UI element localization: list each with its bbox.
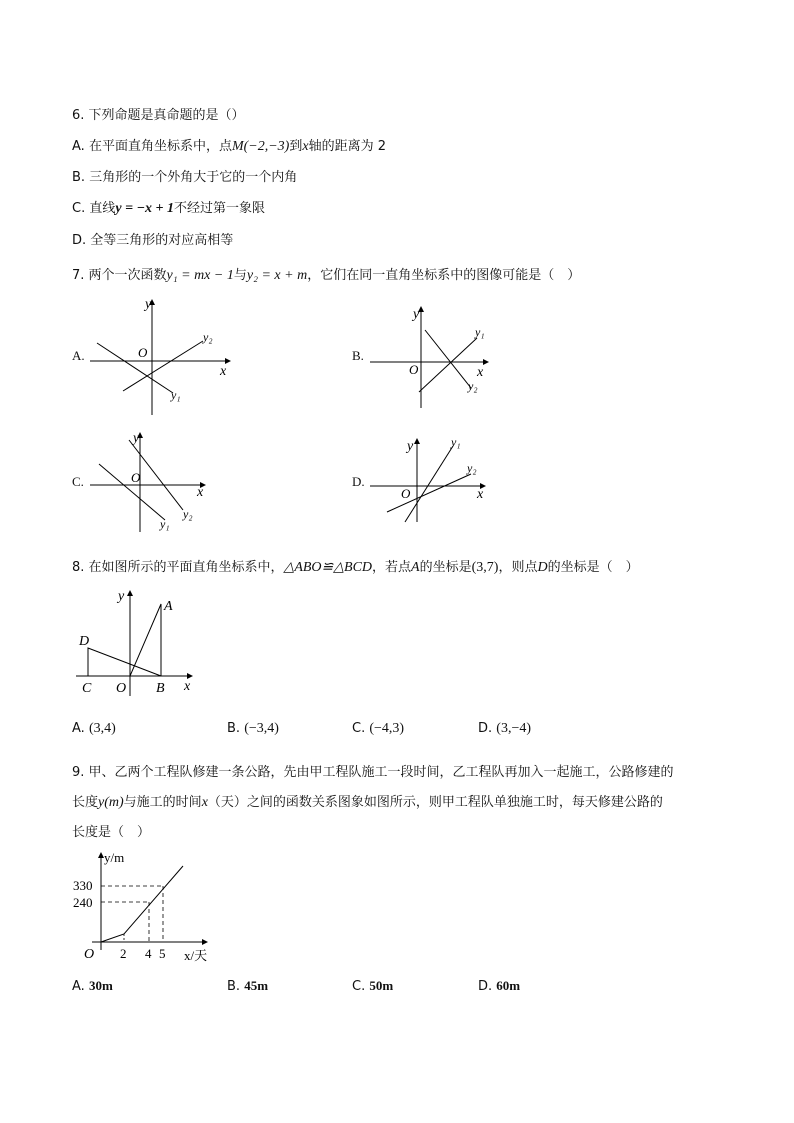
option-value: 60m [496,978,521,993]
line-y2 [425,330,471,388]
line-y2 [387,474,471,512]
line-y2-label: y₂ [183,507,193,521]
option-value: (−4,3) [369,721,405,736]
option-text: 三角形的一个外角大于它的一个内角 [89,170,298,185]
point-a-label: A [164,599,173,614]
line-y2-label: y₂ [203,330,213,344]
q7-option-b-label[interactable]: B. [352,348,364,363]
option-value: (−3,4) [244,721,279,736]
stem-text: （天）之间的函数关系图象如图所示，则甲工程队单独施工时，每天修建公路的 [207,795,663,810]
x-label: x [220,364,227,379]
line-y1-label: y₁ [475,325,485,339]
y-label: y [133,431,140,446]
xtick-2: 2 [120,946,127,961]
q8-stem [72,556,639,576]
q7-stem [72,264,580,284]
line-y2 [123,341,203,391]
line-equation-math: y = −x + 1 [115,201,175,216]
q6-option-c[interactable] [72,197,265,217]
q6-option-d[interactable] [72,229,233,248]
option-value: (3,4) [88,721,116,736]
option-value: (3,−4) [496,721,532,736]
option-label: C. [352,979,366,994]
q8-option-c[interactable] [352,721,404,737]
q6-option-a[interactable] [72,135,386,155]
stem-text: 的坐标是（ ） [547,560,639,575]
q6-stem: 6. 下列命题是真命题的是（） [72,108,245,123]
option-label: B. [72,170,86,185]
q8-option-a[interactable] [72,721,116,737]
q9-stem-line1: 9. 甲、乙两个工程队修建一条公路，先由甲工程队施工一段时间，乙工程队再加入一起施工，公路修建的 [72,765,674,780]
option-label: B. [227,979,241,994]
q9-option-d[interactable] [478,978,520,994]
stem-text: 8. 在如图所示的平面直角坐标系中， [72,560,284,575]
origin-label: O [116,681,127,696]
y-label: y [145,297,152,312]
x-axis-label: x/天 [184,948,208,963]
point-d-var: D [537,560,548,575]
q9-option-b[interactable] [227,978,268,994]
stem-text: 长度 [72,795,99,810]
stem-text: 与 [233,268,247,283]
point-c-label: C [82,681,92,696]
stem-text: ，它们在同一直角坐标系中的图像可能是（ ） [307,268,581,283]
q8-option-b[interactable] [227,721,279,737]
q7-graph-c[interactable] [85,428,215,536]
origin-label: O [401,486,411,501]
triangle-abo [130,604,161,676]
option-text: 到 [289,139,303,154]
q7-option-a-label[interactable]: A. [72,348,85,363]
q9-graph [72,846,222,968]
ytick-240: 240 [73,895,93,910]
line-y1-label: y₁ [160,517,170,531]
line-y2-label: y₂ [468,379,478,393]
var-x: x [201,795,208,810]
q9-stem-line2 [72,791,663,811]
option-label: A. [72,721,85,736]
option-text: 轴的距离为 2 [308,139,386,154]
option-text: 直线 [89,201,116,216]
point-a-var: A [411,560,420,575]
q9-stem-line3: 长度是（ ） [72,825,151,840]
option-text: 全等三角形的对应高相等 [90,233,234,248]
q7-graph-a[interactable] [85,295,235,420]
x-label: x [477,487,484,502]
var-x: x [302,139,309,154]
q9-option-c[interactable] [352,978,393,994]
x-label: x [477,365,484,380]
xtick-4: 4 [145,946,152,961]
stem-text: 与施工的时间 [123,795,202,810]
x-axis-arrow [483,359,489,365]
point-b-label: B [156,681,165,696]
y-axis-arrow [127,590,133,596]
q8-option-d[interactable] [478,721,531,737]
option-label: D. [72,233,87,248]
x-label: x [184,679,191,694]
y-label: y [118,589,125,604]
stem-text: ，若点 [372,560,412,575]
option-text: 不经过第一象限 [174,201,266,216]
origin-label: O [138,345,148,360]
y-axis-arrow [414,438,420,444]
option-label: A. [72,979,85,994]
q7-graph-d[interactable] [365,432,500,527]
x-axis-arrow [202,939,208,945]
origin-label: O [409,362,419,377]
option-label: C. [72,201,86,216]
triangle-bcd [88,648,161,676]
xtick-5: 5 [159,946,166,961]
stem-text: ，则点 [498,560,538,575]
option-label: A. [72,139,85,154]
option-value: 45m [244,978,269,993]
option-label: D. [478,721,493,736]
option-label: B. [227,721,241,736]
y-axis-label: y/m [104,850,125,865]
line-y1 [97,343,173,393]
option-value: 50m [369,978,394,993]
func-y2-math: y₂ = x + m [246,268,308,283]
point-a-coords: (3,7) [471,560,499,575]
func-y1-math: y₁ = mx − 1 [166,268,234,283]
point-m-math: M(−2,−3) [231,139,290,154]
y-label: y [407,439,414,454]
q7-option-d-label[interactable]: D. [352,474,365,489]
origin-label: O [84,947,95,962]
option-label: C. [352,721,366,736]
line-y1-label: y₁ [171,388,181,402]
option-label: D. [478,979,493,994]
q6-option-b[interactable] [72,166,297,185]
x-label: x [197,485,204,500]
stem-text: 7. 两个一次函数 [72,268,167,283]
line-y1 [405,446,453,522]
q7-graph-b[interactable] [365,300,500,412]
origin-label: O [131,470,141,485]
stem-text: 的坐标是 [419,560,472,575]
y-label: y [413,307,420,322]
q9-option-a[interactable] [72,978,113,994]
q7-option-c-label[interactable]: C. [72,474,84,489]
ytick-330: 330 [73,878,93,893]
point-d-label: D [79,634,90,649]
line-y2-label: y₂ [467,461,477,475]
option-value: 30m [88,978,113,993]
q8-figure [72,586,202,698]
congruence-math: △ABO≌△BCD [283,560,373,575]
function-line [101,866,183,942]
y-unit-math: y(m) [98,795,124,810]
option-text: 在平面直角坐标系中，点 [88,139,232,154]
line-y1-label: y₁ [451,435,461,449]
